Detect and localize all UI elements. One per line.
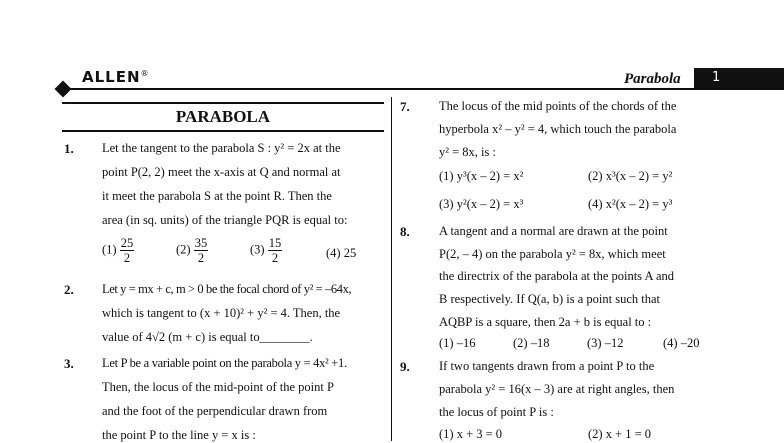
question-line: point P(2, 2) meet the x-axis at Q and normal at	[102, 165, 341, 179]
section-title-bottom-rule	[62, 130, 384, 132]
option-1: (1) x + 3 = 0	[439, 427, 503, 441]
question-line: the point P to the line y = x is :	[102, 428, 256, 442]
question-line: the directrix of the parabola at the points A and	[439, 269, 674, 283]
question-line: Let the tangent to the parabola S : y² = 2x at the	[102, 141, 341, 155]
option-2: (2) –18	[513, 336, 550, 350]
fraction-numerator: 25	[120, 236, 134, 250]
option-label: (1)	[102, 242, 117, 257]
allen-logo	[82, 68, 150, 86]
question-line: If two tangents drawn from a point P to the	[439, 359, 655, 373]
option-label: (3)	[250, 242, 265, 257]
column-divider	[391, 97, 392, 441]
question-line: hyperbola x² – y² = 4, which touch the parabola	[439, 122, 677, 136]
fraction-denominator: 2	[123, 251, 131, 265]
option-4: (4) 25	[326, 246, 357, 260]
logo-text: ALLEN	[82, 68, 141, 86]
question-number: 7.	[400, 99, 410, 114]
fraction-numerator: 15	[268, 236, 282, 250]
option-3	[250, 236, 282, 265]
header-rule	[62, 88, 784, 90]
option-3: (3) –12	[587, 336, 624, 350]
fraction-numerator: 35	[194, 236, 208, 250]
option-4: (4) x²(x – 2) = y³	[588, 197, 673, 211]
question-line: the locus of point P is :	[439, 405, 554, 419]
question-line: Let y = mx + c, m > 0 be the focal chord of y² = –64x,	[102, 282, 352, 296]
question-line: B respectively. If Q(a, b) is a point such that	[439, 292, 661, 306]
question-line: P(2, – 4) on the parabola y² = 8x, which meet	[439, 247, 666, 261]
question-line: it meet the parabola S at the point R. Then the	[102, 189, 332, 203]
question-number: 3.	[64, 356, 74, 371]
logo-registered-mark: ®	[140, 69, 150, 78]
question-line: Then, the locus of the mid-point of the point P	[102, 380, 334, 394]
question-number: 2.	[64, 282, 74, 297]
question-line: and the foot of the perpendicular drawn from	[102, 404, 328, 418]
option-2: (2) x³(x – 2) = y²	[588, 169, 673, 183]
question-line: value of 4√2 (m + c) is equal to________.	[102, 330, 313, 344]
question-line: A tangent and a normal are drawn at the point	[439, 224, 668, 238]
option-2	[176, 236, 208, 265]
question-line: area (in sq. units) of the triangle PQR is equal to:	[102, 213, 348, 227]
question-number: 1.	[64, 141, 74, 156]
question-number: 9.	[400, 359, 410, 374]
question-line: Let P be a variable point on the parabola y = 4x² +1.	[102, 356, 347, 370]
chapter-title: Parabola	[624, 71, 681, 87]
section-title-top-rule	[62, 102, 384, 104]
question-number: 8.	[400, 224, 410, 239]
fraction-denominator: 2	[197, 251, 205, 265]
page-number-box	[694, 68, 784, 88]
option-1: (1) y³(x – 2) = x²	[439, 169, 524, 183]
section-title: PARABOLA	[175, 107, 271, 126]
fraction-denominator: 2	[271, 251, 279, 265]
question-line: y² = 8x, is :	[439, 145, 496, 159]
page-number: 1	[712, 70, 721, 85]
option-4: (4) –20	[663, 336, 700, 350]
option-label: (2)	[176, 242, 191, 257]
question-line: parabola y² = 16(x – 3) are at right angles, then	[439, 382, 675, 396]
option-1: (1) –16	[439, 336, 476, 350]
question-line: AQBP is a square, then 2a + b is equal to :	[439, 315, 652, 329]
question-line: The locus of the mid points of the chords of the	[439, 99, 677, 113]
question-line: which is tangent to (x + 10)² + y² = 4. Then, the	[102, 306, 341, 320]
option-2: (2) x + 1 = 0	[588, 427, 652, 441]
option-3: (3) y²(x – 2) = x³	[439, 197, 524, 211]
option-1	[102, 236, 134, 265]
